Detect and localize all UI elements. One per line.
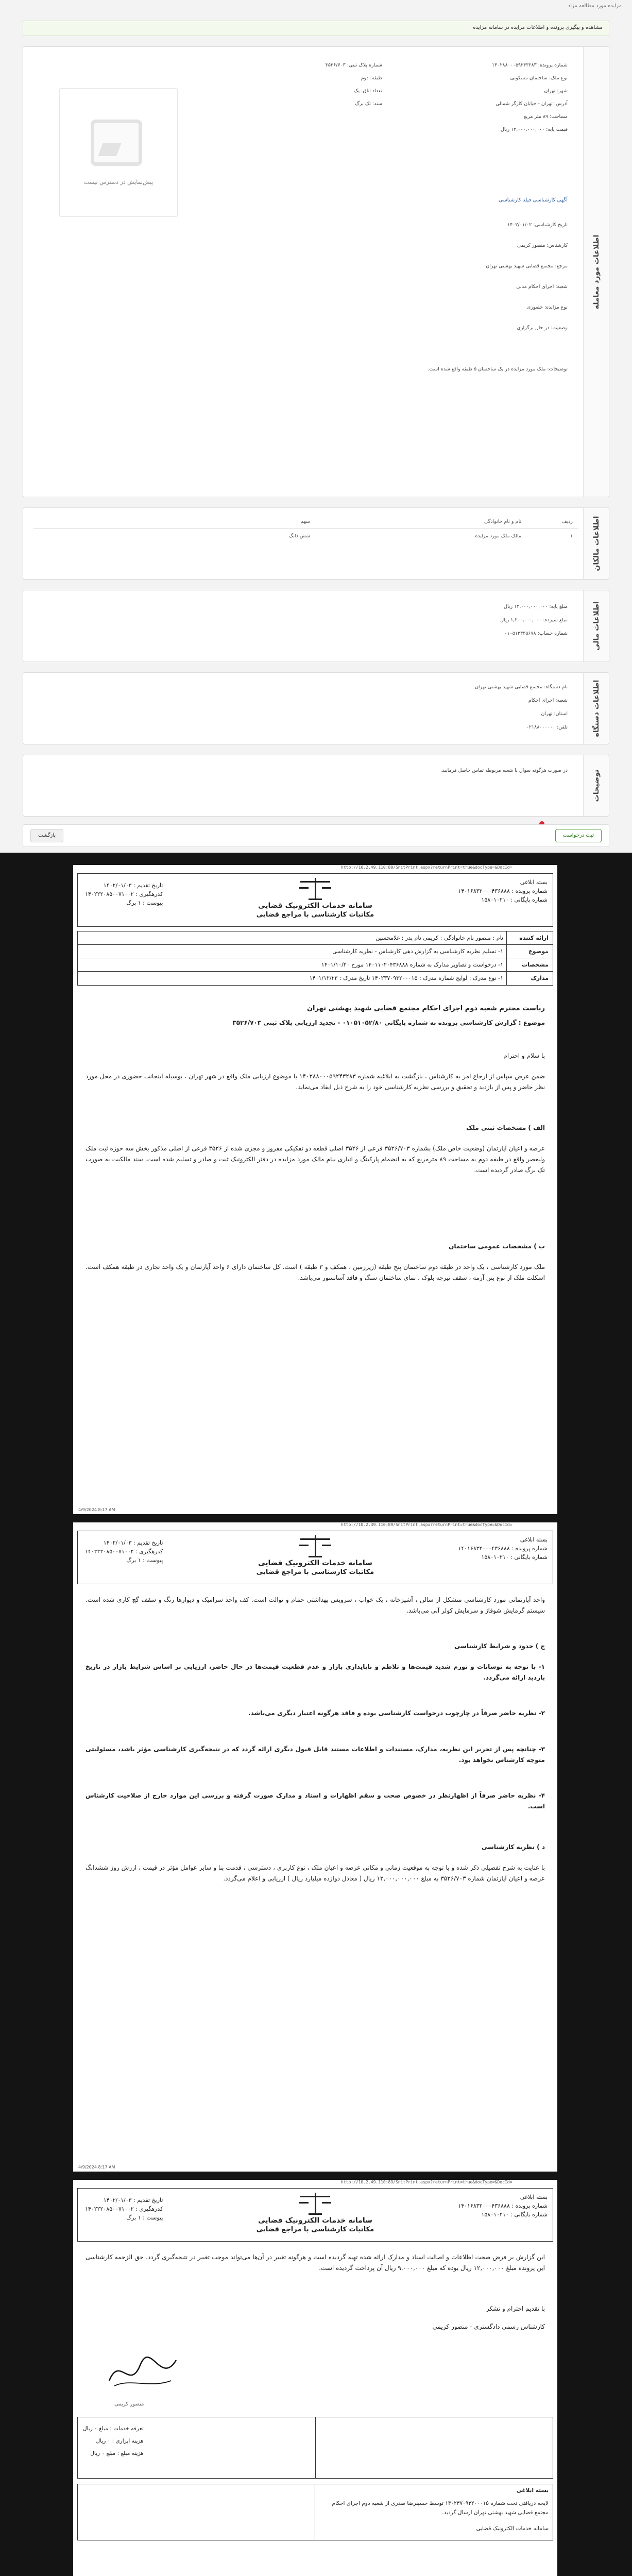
info-row: قیمت پایه: ۱۲,۰۰۰,۰۰۰,۰۰۰ ریال <box>501 127 568 132</box>
justice-scale-icon <box>297 2192 333 2215</box>
description-text: در صورت هرگونه سوال با شعبه مربوطه تماس حاصل فرمایید. <box>440 768 568 773</box>
document-page-3 <box>73 2180 557 2576</box>
info-row: مساحت: ۸۹ متر مربع <box>523 114 568 120</box>
info-row: شماره حساب: ۰۱۰۵۱۲۳۴۵۶۷۸ <box>504 631 568 636</box>
document-viewer <box>0 853 632 2576</box>
description-card <box>23 755 609 817</box>
organization-card <box>23 672 609 744</box>
info-row: نام دستگاه: مجتمع قضایی شهید بهشتی تهران <box>474 684 568 690</box>
info-row: آدرس: تهران - خیابان کارگر شمالی <box>496 101 568 107</box>
description-row: توضیحات: ملک مورد مزایده در یک ساختمان ۵ طبقه واقع شده است. <box>427 366 568 372</box>
owners-table-header: ردیف نام و نام خانوادگی سهم <box>33 516 578 529</box>
document-meta-table: ارائه کننده نام : منصور نام خانوادگی : کریمی نام پدر : غلامحسین موضوع ۱- تسلیم نظریه کارشناسی به گزارش دهی کارشناس - نظریه کارشناسی مشخصات ۱- درخواست و تصاویر مدارک به شماره ۱۴۰۱۱۰۲۰۴۳۶۸۸۸ مورخ ۱۴۰۱/۱۰/۲۰ مدارک ۱- نوع مدرک : لوایح شماره مدرک : ۱۴۰۲۳۷۰۹۳۲۰۰۰۱۵ تاریخ مدرک : ۱۴۰۱/۱۲/۲۳ <box>77 931 553 986</box>
info-notice-bar: مشاهده و پیگیری پرونده و اطلاعات مزایده در سامانه مزایده <box>23 21 609 36</box>
section-heading: الف ) مشخصات ثبتی ملک <box>466 1124 545 1131</box>
document-header <box>77 1531 553 1584</box>
property-info-card <box>23 46 609 497</box>
paragraph: ملک مورد کارشناسی ، یک واحد در طبقه دوم ساختمان پنج طبقه (زیرزمین ، همکف و ۳ طبقه ) است. کل ساختمان دارای ۶ واحد آپارتمان و یک واحد تجاری در طبقه همکف است. اسکلت ملک از نوع بتن آرمه ، سقف تیرچه بلوک ، نمای ساختمان سنگ و فاقد آسانسور می‌باشد. <box>86 1263 545 1281</box>
case-detail-panel <box>0 0 632 853</box>
info-row: کارشناس: منصور کریمی <box>517 243 568 248</box>
financial-card <box>23 590 609 662</box>
card-side-label: توضیحات <box>583 755 609 816</box>
action-bar <box>23 824 609 847</box>
header-right: بسته ابلاغی شماره پرونده : ۱۴۰۱۶۸۳۲۰۰۰۴۳۶۸۸۸ شماره بایگانی : ۱۵۸۰۱۰۲۱۰ <box>458 879 548 903</box>
info-row: مبلغ سپرده: ۱,۲۰۰,۰۰۰,۰۰۰ ریال <box>500 617 568 623</box>
header-left: تاریخ تقدیم : ۱۴۰۲/۰۱/۰۳ کدرهگیری : ۱۴۰۲۲۲۰۸۵۰۰۷۱۰۰۲ پیوست : ۱ برگ <box>85 882 163 906</box>
section-heading: ب ) مشخصات عمومی ساختمان <box>449 1243 545 1250</box>
document-page-2 <box>73 1522 557 2172</box>
condition-item: ۱- با توجه به نوسانات و تورم شدید قیمت‌ها و تلاطم و ناپایداری بازار و عدم قطعیت قیمت‌ها در حال حاضر، ارزیابی بر اساس شرایط بازار در تاریخ بازدید ارائه می‌گردد. <box>86 1663 545 1681</box>
header-right: بسته ابلاغی شماره پرونده : ۱۴۰۱۶۸۳۲۰۰۰۴۳۶۸۸۸ شماره بایگانی : ۱۵۸۰۱۰۲۱۰ <box>458 2194 548 2218</box>
print-timestamp: 4/9/2024 8:17 AM <box>78 1507 115 1512</box>
info-row: سند: تک برگ <box>355 101 382 107</box>
info-row: تعداد اتاق: یک <box>353 88 382 94</box>
info-row: مبلغ پایه: ۱۲,۰۰۰,۰۰۰,۰۰۰ ریال <box>504 604 568 609</box>
info-row: شماره پلاک ثبتی: ۳۵۲۶/۷۰۳ <box>325 62 382 68</box>
back-button[interactable]: بازگشت <box>30 829 63 842</box>
info-row: وضعیت: در حال برگزاری <box>517 325 568 331</box>
print-url: http://10.2.49.110:89/SnitPrint.aspx?returnPrint=true&docType=&DocId= <box>341 2180 513 2184</box>
condition-item: ۳- چنانچه پس از تحریر این نظریه، مدارک، مستندات و اطلاعات مستند قابل قبول دیگری ارائه گردد که در نتیجه‌گیری کارشناسی مؤثر باشد، مسئولیتی متوجه کارشناس نخواهد بود. <box>86 1745 545 1764</box>
info-row: شعبه: اجرای احکام <box>528 698 568 703</box>
property-photo-placeholder: پیش‌نمایش در دسترس نیست <box>59 88 178 217</box>
condition-item: ۲- نظریه حاضر صرفاً در چارچوب درخواست کارشناسی بوده و فاقد هرگونه اعتبار دیگری می‌باشد. <box>248 1709 545 1717</box>
justice-scale-icon <box>297 1534 333 1558</box>
condition-item: ۴- نظریه حاضر صرفاً از اظهارنظر در خصوص صحت و سقم اظهارات و اسناد و مدارک صورت گرفته و بررسی این موارد خارج از صلاحیت کارشناس است. <box>86 1792 545 1810</box>
print-url: http://10.2.49.110:89/SnitPrint.aspx?returnPrint=true&docType=&DocId= <box>341 1522 513 1527</box>
table-row: ۱ مالک ملک مورد مزایده شش دانگ <box>288 533 573 539</box>
image-placeholder-icon <box>91 120 142 166</box>
info-row: تاریخ کارشناسی: ۱۴۰۲/۰۱/۰۲ <box>507 222 568 228</box>
header-center: سامانه خدمات الکترونیک قضایی مکاتبات کارشناسی با مراجع قضایی <box>228 876 403 919</box>
page-heading: مزایده مورد مطالعه مزاد <box>568 3 622 9</box>
info-row: نوع مزایده: حضوری <box>526 304 568 310</box>
closing-text: با تقدیم احترام و تشکر <box>486 2305 545 2312</box>
paragraph: عرصه و اعیان آپارتمان (وضعیت خاص ملک) بشماره ۳۵۲۶/۷۰۳ فرعی از ۳۵۲۶ اصلی قطعه دو تفکیکی مفروز و مجزی شده از ۳۵۲۶ فرعی از اصلی مذکور بخش سه حوزه ثبت ملک ولیعصر واقع در طبقه دوم به مساحت ۸۹ مترمربع که به انضمام پارکینگ و انباری بنام مالک مورد مزایده در دفتر الکترونیک ثبت و صادر و تسلیم شده است. سند مالکیت به صورت تک برگ صادر گردیده است. <box>86 1145 545 1174</box>
signature-image <box>104 2350 181 2396</box>
info-row: نوع ملک: ساختمان مسکونی <box>510 75 568 81</box>
appraisal-link[interactable]: آگهی کارشناسی فیلد کارشناسی <box>499 197 568 203</box>
info-row: تلفن: ۰۲۱۸۸۰۰۰۰۰۰ <box>526 724 568 730</box>
print-timestamp: 4/9/2024 8:17 AM <box>78 2165 115 2170</box>
section-heading: د ) نظریه کارشناسی <box>481 1843 545 1851</box>
owners-card <box>23 507 609 580</box>
header-center: سامانه خدمات الکترونیک قضایی مکاتبات کارشناسی با مراجع قضایی <box>228 1533 403 1576</box>
signer-name-small: منصور کریمی <box>114 2401 144 2407</box>
letter-subject: موضوع : گزارش کارشناسی پرونده به شماره بایگانی ۰۱۰۵۱۰۵۲/۸۰ - تجدید ارزیابی پلاک ثبتی ۳۵۲۶/۷۰۳ <box>232 1019 545 1026</box>
info-row: مرجع: مجتمع قضایی شهید بهشتی تهران <box>486 263 568 269</box>
document-header <box>77 873 553 927</box>
header-left: تاریخ تقدیم : ۱۴۰۲/۰۱/۰۳ کدرهگیری : ۱۴۰۲۲۲۰۸۵۰۰۷۱۰۰۲ پیوست : ۱ برگ <box>85 2197 163 2221</box>
paragraph: با عنایت به شرح تفصیلی ذکر شده و با توجه به موقعیت زمانی و مکانی عرصه و اعیان ملک ، نوع کاربری ، دسترسی ، قدمت بنا و سایر عوامل مؤثر در قیمت ، ارزش روز ششدانگ عرصه و اعیان آپارتمان شماره ۳۵۲۶/۷۰۳ به مبلغ ۱۲,۰۰۰,۰۰۰,۰۰۰ ریال ( معادل دوازده میلیارد ریال ) ارزیابی و اعلام می‌گردد. <box>86 1864 545 1882</box>
print-url: http://10.2.49.110:89/SnitPrint.aspx?returnPrint=true&docType=&DocId= <box>341 865 513 870</box>
notice-box: بسته ابلاغی لایحه دریافتی تحت شماره ۱۴۰۲۳۷۰۹۳۲۰۰۰۱۵ توسط حسینرضا صدری از شعبه دوم اجرای احکام مجتمع قضایی شهید بهشتی تهران ارسال گردید. سامانه خدمات الکترونیک قضایی <box>77 2484 553 2540</box>
submit-button[interactable]: ثبت درخواست <box>555 829 602 842</box>
card-side-label: اطلاعات مالکان <box>583 508 609 579</box>
paragraph: ضمن عرض سپاس از ارجاع امر به کارشناس ، بازگشت به ابلاغیه شماره ۱۴۰۲۸۸۰۰۰۵۹۲۴۳۲۸۳ با موضوع ارزیابی ملک واقع در شهر تهران ، بوسیله اینجانب حضوری در محل مورد نظر حاضر و پس از بازدید و تحقیق و بررسی نظریه کارشناسی خود را به شرح ذیل ایفاد می‌نماید. <box>86 1073 545 1091</box>
header-left: تاریخ تقدیم : ۱۴۰۲/۰۱/۰۳ کدرهگیری : ۱۴۰۲۲۲۰۸۵۰۰۷۱۰۰۲ پیوست : ۱ برگ <box>85 1539 163 1564</box>
justice-scale-icon <box>297 877 333 901</box>
section-heading: ج ) حدود و شرایط کارشناسی <box>454 1642 545 1650</box>
info-row: شماره پرونده: ۱۴۰۲۸۸۰۰۰۵۹۲۴۳۲۸۳ <box>492 62 568 68</box>
card-side-label: اطلاعات مورد معامله <box>583 47 609 497</box>
fees-box: تعرفه خدمات : مبلغ ۰ ریال هزینه ابزاری : ۰ ریال هزینه مبلغ : مبلغ ۰ ریال <box>77 2417 553 2479</box>
info-row: شهر: تهران <box>544 88 568 94</box>
document-page-1 <box>73 865 557 1514</box>
info-row: استان: تهران <box>541 711 568 717</box>
paragraph: واحد آپارتمانی مورد کارشناسی متشکل از سالن ، آشپزخانه ، یک خواب ، سرویس بهداشتی حمام و توالت است. کف واحد سرامیک و دیوارها رنگ و سقف گچ کاری شده است. سیستم گرمایش شوفاژ و سرمایش کولر آبی می‌باشد. <box>86 1596 545 1614</box>
signer-text: کارشناس رسمی دادگستری - منصور کریمی <box>432 2323 545 2330</box>
paragraph: این گزارش بر فرض صحت اطلاعات و اصالت اسناد و مدارک ارائه شده تهیه گردیده است و هرگونه تغییر در آن‌ها می‌تواند موجب تغییر در نتیجه‌گیری گردد. حق الزحمه کارشناسی این پرونده مبلغ ۱۲,۰۰۰,۰۰۰ ریال بوده که مبلغ ۹,۰۰۰,۰۰۰ ریال آن پرداخت گردیده است. <box>86 2253 545 2272</box>
header-right: بسته ابلاغی شماره پرونده : ۱۴۰۱۶۸۳۲۰۰۰۴۳۶۸۸۸ شماره بایگانی : ۱۵۸۰۱۰۲۱۰ <box>458 1536 548 1561</box>
info-row: شعبه: اجرای احکام مدنی <box>516 284 568 290</box>
header-center: سامانه خدمات الکترونیک قضایی مکاتبات کارشناسی با مراجع قضایی <box>228 2191 403 2233</box>
letter-greeting: با سلام و احترام <box>503 1052 545 1059</box>
card-side-label: اطلاعات دستگاه <box>583 673 609 744</box>
document-header <box>77 2188 553 2242</box>
card-side-label: اطلاعات مالی <box>583 590 609 662</box>
info-row: طبقه: دوم <box>361 75 382 81</box>
letter-recipient: ریاست محترم شعبه دوم اجرای احکام مجتمع قضایی شهید بهشتی تهران <box>306 1005 545 1012</box>
